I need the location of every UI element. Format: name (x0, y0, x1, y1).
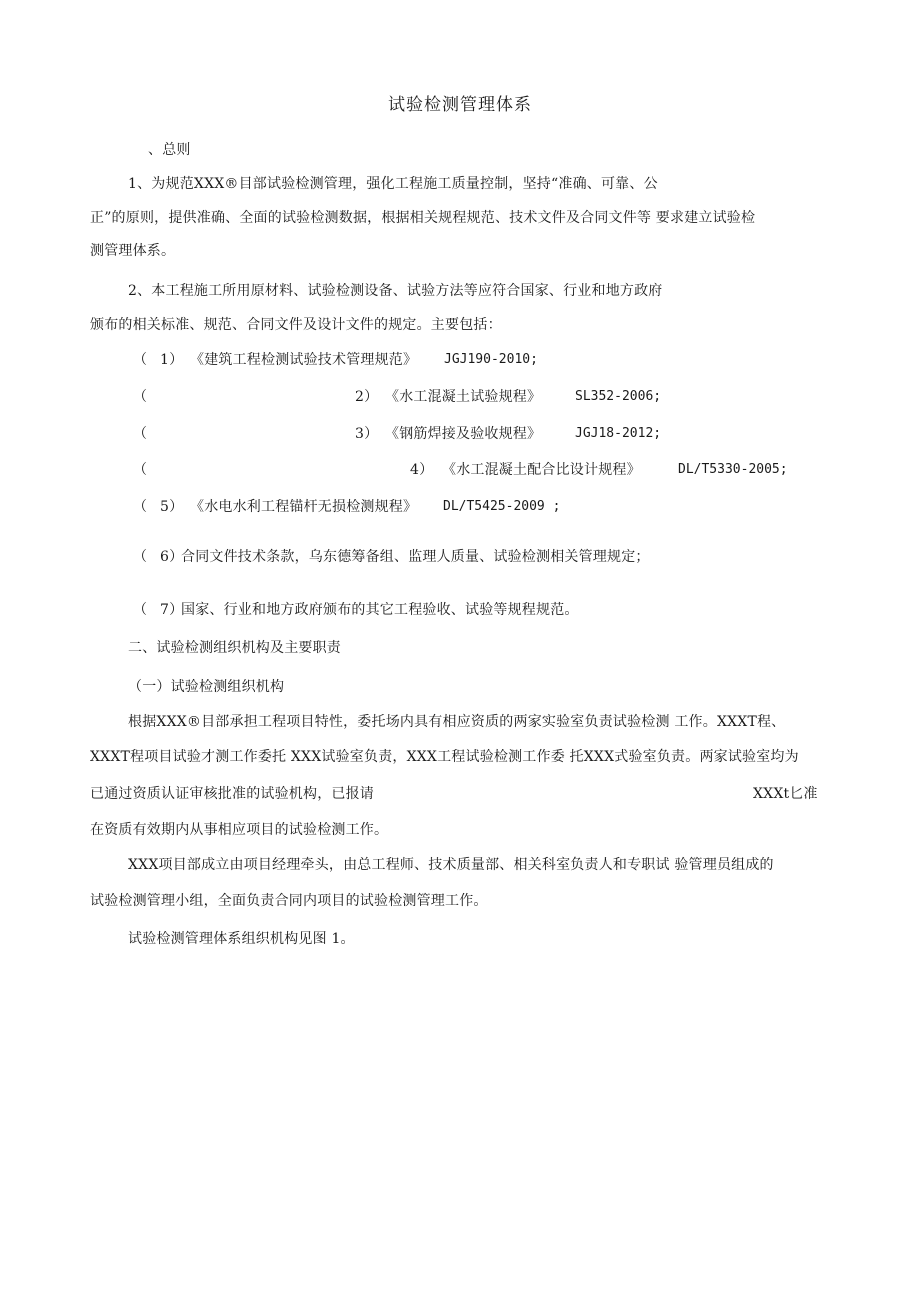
document-page: 试验检测管理体系 、总则 1、为规范XXX®目部试验检测管理，强化工程施工质量控制，坚持“准确、可靠、公 正”的原则，提供准确、全面的试验检测数据，根据相关规程规范、技术文件及合同文件等 要求建立试验检 测管理体系。 2、本工程施工所用原材料、试验检测设备、试验方法等应符合国家、行业和地方政府 颁布的相关标准、规范、合同文件及设计文件的规定。主要包括： （ 1） 《建筑工程检测试验技术管理规范》 JGJ190-2010; （ 2） 《水工混凝土试验规程》 SL352-2006; （ 3） 《钢筋焊接及验收规程》 JGJ18-2012; （ 4） 《水工混凝土配合比设计规程》 DL/T5330-2005; （ 5） 《水电水利工程锚杆无损检测规程》 DL/T5425-2009 ; （ 6） 合同文件技术条款，乌东德筹备组、监理人质量、试验检测相关管理规定； （ 7） 国家、行业和地方政府颁布的其它工程验收、试验等规程规范。 二、试验检测组织机构及主要职责 （一）试验检测组织机构 根据XXX®目部承担工程项目特性，委托场内具有相应资质的两家实验室负责试验检测 工作。XXXT程、 XXXT程项目试验才测工作委托 XXX试验室负责，XXX工程试验检测工作委 托XXX式验室负责。两家试验室均为 已通过资质认证审核批准的试验机构，已报请 XXXt匕准 在资质有效期内从事相应项目的试验检测工作。 XXX项目部成立由项目经理牵头，由总工程师、技术质量部、相关科室负责人和专职试 验管理员组成的 试验检测管理小组，全面负责合同内项目的试验检测管理工作。 试验检测管理体系组织机构见图 1。 (90, 95, 818, 947)
section-heading-general: 、总则 (148, 142, 191, 158)
section-heading-organization: 二、试验检测组织机构及主要职责 (128, 640, 341, 656)
paragraph-3-line-3: 已通过资质认证审核批准的试验机构，已报请 (90, 786, 374, 802)
paragraph-2-line-1: 2、本工程施工所用原材料、试验检测设备、试验方法等应符合国家、行业和地方政府 (128, 283, 663, 299)
paragraph-5: 试验检测管理体系组织机构见图 1。 (128, 931, 355, 947)
paragraph-2-line-2: 颁布的相关标准、规范、合同文件及设计文件的规定。主要包括： (90, 317, 502, 333)
paragraph-3-line-2: XXXT程项目试验才测工作委托 XXX试验室负责，XXX工程试验检测工作委 托XXX式验室负责。两家试验室均为 (90, 749, 799, 765)
paragraph-3-line-1: 根据XXX®目部承担工程项目特性，委托场内具有相应资质的两家实验室负责试验检测 工作。XXXT程、 (128, 714, 786, 730)
paragraph-3-line-4: 在资质有效期内从事相应项目的试验检测工作。 (90, 822, 389, 838)
subsection-heading: （一）试验检测组织机构 (128, 679, 285, 695)
paragraph-4-line-1: XXX项目部成立由项目经理牵头，由总工程师、技术质量部、相关科室负责人和专职试 验管理员组成的 (128, 857, 774, 873)
paragraph-1-line-3: 测管理体系。 (90, 243, 176, 259)
paragraph-1-line-1: 1、为规范XXX®目部试验检测管理，强化工程施工质量控制，坚持“准确、可靠、公 (128, 176, 658, 192)
paragraph-4-line-2: 试验检测管理小组，全面负责合同内项目的试验检测管理工作。 (90, 893, 488, 909)
paragraph-3-line-3-end: XXXt匕准 (753, 786, 818, 802)
paragraph-1-line-2: 正”的原则，提供准确、全面的试验检测数据，根据相关规程规范、技术文件及合同文件等 要求建立试验检 (90, 210, 756, 226)
page-title: 试验检测管理体系 (388, 95, 532, 115)
